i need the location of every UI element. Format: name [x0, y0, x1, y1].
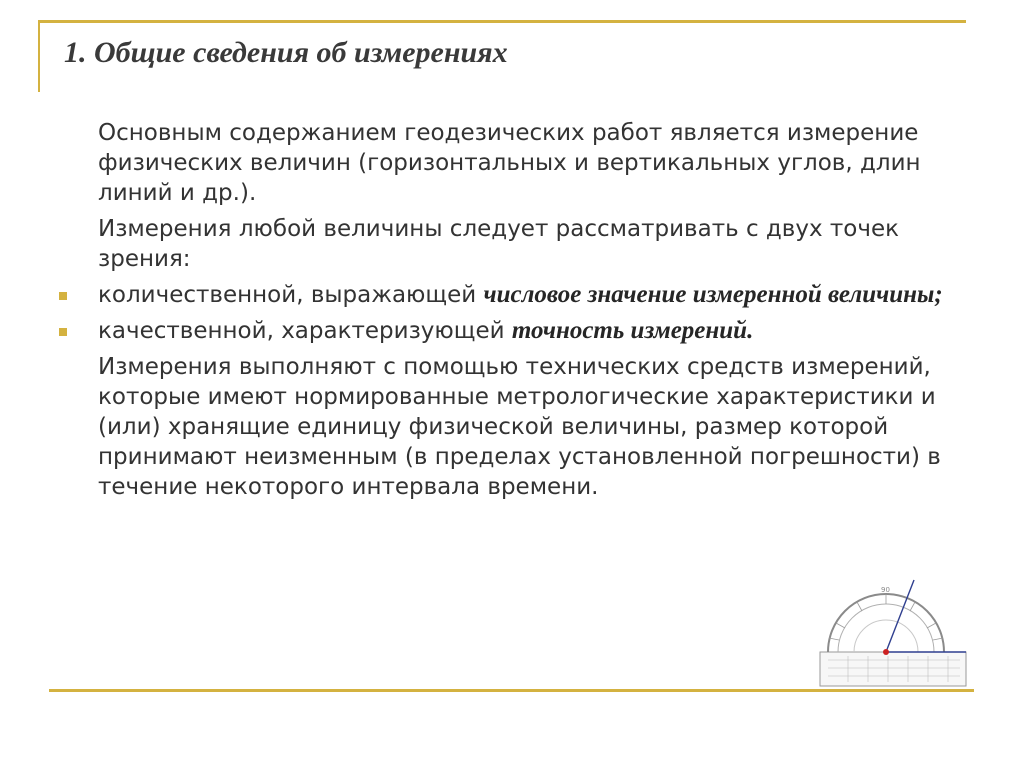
paragraph-aspects: Измерения любой величины следует рассматривать с двух точек зрения:: [98, 216, 900, 272]
bullet-emphasis: точность измерений.: [511, 317, 754, 344]
top-divider: [38, 20, 966, 23]
paragraph-intro: Основным содержанием геодезических работ является измерение физических величин (горизонтальных и вертикальных углов, длин линий и др.).: [98, 120, 921, 206]
protractor-icon: [818, 576, 968, 688]
paragraph-tools: Измерения выполняют с помощью технических средств измерений, которые имеют нормированные метрологические характеристики и (или) хранящие единицу физической величины, размер которой принимают неизменным (в пределах установленной погрешности) в течение некоторого интервала времени.: [98, 354, 941, 500]
bullet-item-quantitative: [98, 280, 978, 310]
scale-label: 90: [881, 586, 890, 594]
bullet-text: качественной, характеризующей: [98, 318, 512, 344]
bullet-text: количественной, выражающей: [98, 282, 484, 308]
bullet-item-qualitative: [98, 316, 978, 346]
bullet-square-icon: [59, 328, 67, 336]
bullet-emphasis: числовое значение измеренной величины;: [483, 281, 943, 308]
slide-body: [98, 118, 978, 508]
slide-title: 1. Общие сведения об измерениях: [64, 36, 508, 69]
left-divider: [38, 20, 40, 92]
bottom-divider: [49, 689, 974, 692]
bullet-square-icon: [59, 292, 67, 300]
